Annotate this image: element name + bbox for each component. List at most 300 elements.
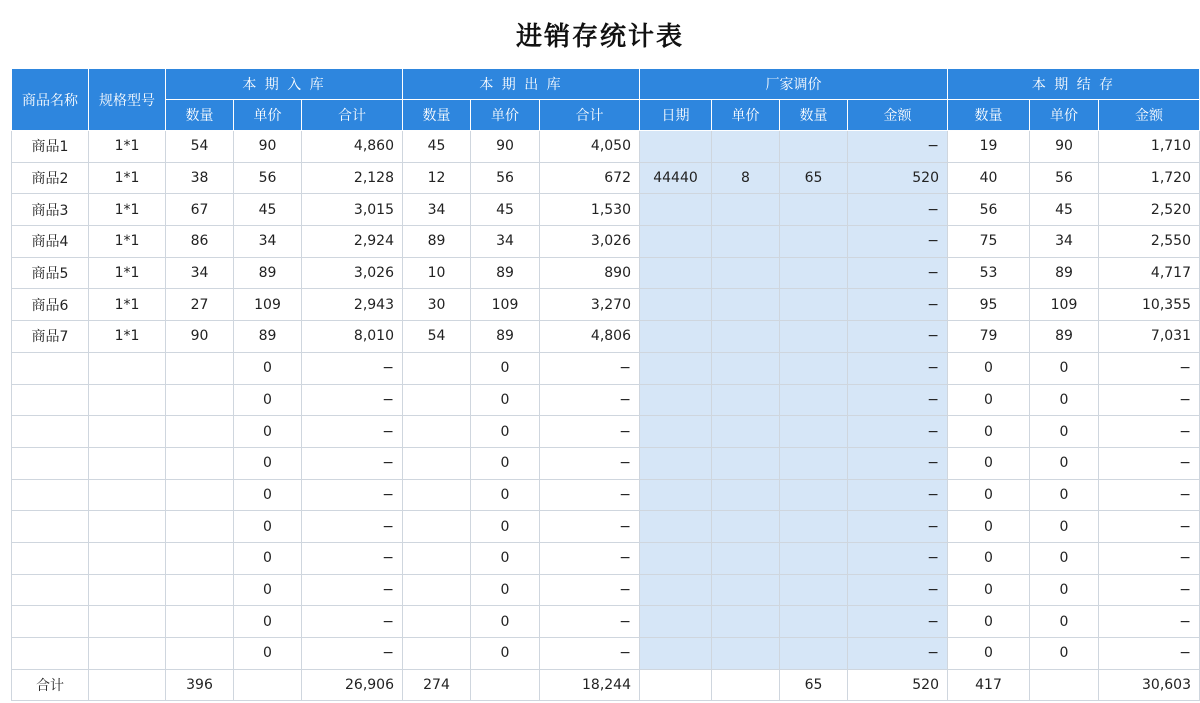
cell-out-total[interactable]: − [540,606,640,638]
cell-spec[interactable] [89,416,166,448]
cell-adjust-qty[interactable] [780,289,848,321]
cell-out-price[interactable]: 0 [471,447,540,479]
cell-product-name[interactable]: 商品6 [12,289,89,321]
cell-adjust-amount[interactable]: 520 [848,162,948,194]
cell-stock-amount[interactable]: − [1099,638,1200,670]
cell-in-price[interactable]: 56 [234,162,302,194]
cell-in-price[interactable]: 89 [234,257,302,289]
cell-stock-price[interactable]: 0 [1030,542,1099,574]
cell-out-total[interactable]: 890 [540,257,640,289]
cell-stock-amount[interactable]: 1,720 [1099,162,1200,194]
cell-in-qty[interactable] [166,606,234,638]
cell-out-qty[interactable] [403,574,471,606]
cell-out-total[interactable]: 672 [540,162,640,194]
cell-in-total[interactable]: 3,026 [302,257,403,289]
cell-product-name[interactable] [12,384,89,416]
table-row [12,162,1200,194]
cell-in-price[interactable]: 0 [234,638,302,670]
cell-stock-qty[interactable]: 417 [948,669,1030,701]
cell-out-total[interactable]: − [540,479,640,511]
cell-adjust-amount[interactable]: − [848,479,948,511]
cell-adjust-amount[interactable]: − [848,194,948,226]
cell-in-price[interactable]: 90 [234,131,302,163]
cell-stock-qty[interactable]: 0 [948,606,1030,638]
cell-adjust-date[interactable] [640,384,712,416]
cell-in-price[interactable]: 0 [234,447,302,479]
cell-adjust-amount[interactable]: − [848,638,948,670]
cell-in-price[interactable]: 0 [234,574,302,606]
cell-adjust-price[interactable] [712,542,780,574]
cell-in-qty[interactable] [166,447,234,479]
cell-out-price[interactable]: 45 [471,194,540,226]
cell-spec[interactable]: 1*1 [89,131,166,163]
cell-out-qty[interactable]: 274 [403,669,471,701]
cell-out-price[interactable]: 34 [471,226,540,258]
cell-adjust-price[interactable] [712,257,780,289]
cell-stock-qty[interactable]: 75 [948,226,1030,258]
cell-stock-price[interactable]: 89 [1030,257,1099,289]
cell-product-name[interactable]: 商品7 [12,321,89,353]
cell-stock-amount[interactable]: − [1099,416,1200,448]
cell-out-total[interactable]: 3,270 [540,289,640,321]
cell-adjust-date[interactable] [640,289,712,321]
table-row [12,416,1200,448]
cell-in-qty[interactable] [166,479,234,511]
table-row [12,638,1200,670]
cell-out-total[interactable]: 3,026 [540,226,640,258]
cell-adjust-price[interactable] [712,194,780,226]
cell-in-price[interactable]: 0 [234,606,302,638]
cell-out-qty[interactable] [403,511,471,543]
cell-in-total[interactable]: 8,010 [302,321,403,353]
col-header-out-qty[interactable]: 数量 [403,100,471,131]
col-header-stock-amount[interactable]: 金额 [1099,100,1200,131]
cell-out-price[interactable]: 0 [471,574,540,606]
cell-spec[interactable]: 1*1 [89,257,166,289]
cell-adjust-amount[interactable]: − [848,257,948,289]
cell-adjust-amount[interactable]: 520 [848,669,948,701]
cell-stock-price[interactable]: 0 [1030,384,1099,416]
cell-adjust-price[interactable] [712,321,780,353]
cell-out-total[interactable]: − [540,511,640,543]
totals-row [12,669,1200,701]
cell-adjust-amount[interactable]: − [848,289,948,321]
cell-in-total[interactable]: 2,924 [302,226,403,258]
cell-in-total[interactable]: − [302,511,403,543]
cell-adjust-qty[interactable]: 65 [780,669,848,701]
cell-product-name[interactable] [12,574,89,606]
cell-in-qty[interactable]: 38 [166,162,234,194]
cell-adjust-date[interactable]: 44440 [640,162,712,194]
cell-stock-price[interactable]: 34 [1030,226,1099,258]
cell-out-qty[interactable]: 45 [403,131,471,163]
cell-out-price[interactable]: 0 [471,542,540,574]
cell-out-price[interactable]: 89 [471,321,540,353]
cell-adjust-amount[interactable]: − [848,226,948,258]
cell-adjust-price[interactable] [712,416,780,448]
cell-adjust-date[interactable] [640,511,712,543]
cell-stock-amount[interactable]: − [1099,384,1200,416]
cell-spec[interactable] [89,638,166,670]
cell-out-qty[interactable] [403,416,471,448]
cell-out-qty[interactable]: 34 [403,194,471,226]
cell-stock-price[interactable]: 0 [1030,606,1099,638]
cell-adjust-price[interactable] [712,226,780,258]
cell-stock-price[interactable]: 0 [1030,574,1099,606]
cell-product-name[interactable] [12,638,89,670]
col-header-in-total[interactable]: 合计 [302,100,403,131]
cell-adjust-date[interactable] [640,131,712,163]
cell-product-name[interactable]: 合计 [12,669,89,701]
cell-adjust-date[interactable] [640,257,712,289]
cell-out-qty[interactable]: 10 [403,257,471,289]
cell-spec[interactable] [89,542,166,574]
cell-adjust-qty[interactable] [780,542,848,574]
cell-stock-qty[interactable]: 40 [948,162,1030,194]
cell-adjust-price[interactable] [712,511,780,543]
cell-in-price[interactable]: 0 [234,416,302,448]
col-header-stock-qty[interactable]: 数量 [948,100,1030,131]
cell-product-name[interactable]: 商品3 [12,194,89,226]
cell-adjust-price[interactable] [712,638,780,670]
table-row [12,447,1200,479]
cell-stock-qty[interactable]: 53 [948,257,1030,289]
table-row [12,194,1200,226]
cell-in-total[interactable]: − [302,542,403,574]
cell-adjust-price[interactable] [712,384,780,416]
cell-in-price[interactable]: 109 [234,289,302,321]
cell-out-price[interactable]: 0 [471,384,540,416]
cell-adjust-price[interactable] [712,669,780,701]
cell-in-qty[interactable] [166,352,234,384]
cell-adjust-date[interactable] [640,542,712,574]
cell-stock-price[interactable]: 89 [1030,321,1099,353]
cell-out-total[interactable]: 4,050 [540,131,640,163]
cell-in-total[interactable]: 26,906 [302,669,403,701]
cell-in-total[interactable]: 2,128 [302,162,403,194]
cell-stock-qty[interactable]: 0 [948,416,1030,448]
cell-adjust-qty[interactable] [780,131,848,163]
cell-out-qty[interactable] [403,384,471,416]
cell-stock-amount[interactable]: 1,710 [1099,131,1200,163]
cell-stock-price[interactable]: 90 [1030,131,1099,163]
cell-stock-qty[interactable]: 79 [948,321,1030,353]
col-header-adjust-qty[interactable]: 数量 [780,100,848,131]
cell-stock-price[interactable]: 0 [1030,447,1099,479]
cell-adjust-date[interactable] [640,226,712,258]
cell-adjust-qty[interactable] [780,574,848,606]
cell-adjust-price[interactable] [712,479,780,511]
cell-out-price[interactable]: 0 [471,511,540,543]
cell-out-price[interactable]: 89 [471,257,540,289]
cell-adjust-price[interactable] [712,352,780,384]
cell-adjust-amount[interactable]: − [848,131,948,163]
cell-adjust-qty[interactable] [780,321,848,353]
cell-stock-amount[interactable]: 7,031 [1099,321,1200,353]
cell-out-qty[interactable]: 89 [403,226,471,258]
cell-adjust-price[interactable] [712,447,780,479]
cell-out-total[interactable]: − [540,638,640,670]
cell-stock-qty[interactable]: 0 [948,384,1030,416]
cell-adjust-amount[interactable]: − [848,352,948,384]
cell-in-price[interactable]: 0 [234,511,302,543]
col-header-adjust-price[interactable]: 单价 [712,100,780,131]
cell-out-total[interactable]: 18,244 [540,669,640,701]
cell-adjust-qty[interactable] [780,194,848,226]
cell-stock-qty[interactable]: 56 [948,194,1030,226]
cell-in-qty[interactable] [166,384,234,416]
cell-stock-amount[interactable]: − [1099,574,1200,606]
cell-product-name[interactable] [12,416,89,448]
cell-in-qty[interactable]: 86 [166,226,234,258]
cell-stock-qty[interactable]: 0 [948,638,1030,670]
cell-in-price[interactable]: 0 [234,352,302,384]
cell-out-total[interactable]: 1,530 [540,194,640,226]
sheet-title: 进销存统计表 [515,21,684,52]
cell-stock-qty[interactable]: 0 [948,542,1030,574]
col-header-stock-price[interactable]: 单价 [1030,100,1099,131]
cell-adjust-date[interactable] [640,479,712,511]
cell-spec[interactable]: 1*1 [89,194,166,226]
cell-out-total[interactable]: 4,806 [540,321,640,353]
cell-in-total[interactable]: − [302,416,403,448]
cell-product-name[interactable] [12,352,89,384]
cell-stock-qty[interactable]: 0 [948,479,1030,511]
cell-spec[interactable]: 1*1 [89,226,166,258]
cell-adjust-amount[interactable]: − [848,447,948,479]
cell-adjust-price[interactable]: 8 [712,162,780,194]
cell-in-total[interactable]: − [302,384,403,416]
cell-in-qty[interactable]: 90 [166,321,234,353]
cell-out-qty[interactable] [403,479,471,511]
cell-stock-price[interactable] [1030,669,1099,701]
cell-in-total[interactable]: − [302,574,403,606]
cell-adjust-qty[interactable]: 65 [780,162,848,194]
group-header-price-adjust[interactable]: 厂家调价 [640,69,948,100]
cell-out-total[interactable]: − [540,352,640,384]
col-header-adjust-amount[interactable]: 金额 [848,100,948,131]
cell-stock-amount[interactable]: − [1099,542,1200,574]
cell-adjust-price[interactable] [712,574,780,606]
cell-stock-amount[interactable]: − [1099,511,1200,543]
cell-in-price[interactable]: 0 [234,542,302,574]
cell-product-name[interactable]: 商品2 [12,162,89,194]
cell-stock-price[interactable]: 0 [1030,416,1099,448]
cell-stock-price[interactable]: 0 [1030,511,1099,543]
cell-adjust-qty[interactable] [780,384,848,416]
cell-adjust-qty[interactable] [780,416,848,448]
cell-in-total[interactable]: − [302,447,403,479]
cell-stock-amount[interactable]: 30,603 [1099,669,1200,701]
cell-adjust-date[interactable] [640,606,712,638]
cell-out-qty[interactable] [403,447,471,479]
cell-adjust-date[interactable] [640,321,712,353]
cell-adjust-amount[interactable]: − [848,384,948,416]
cell-in-total[interactable]: − [302,606,403,638]
cell-out-total[interactable]: − [540,574,640,606]
cell-adjust-qty[interactable] [780,447,848,479]
col-header-out-price[interactable]: 单价 [471,100,540,131]
inventory-table [11,68,1200,701]
cell-product-name[interactable]: 商品4 [12,226,89,258]
cell-adjust-qty[interactable] [780,226,848,258]
cell-in-qty[interactable]: 396 [166,669,234,701]
cell-stock-amount[interactable]: − [1099,479,1200,511]
cell-in-total[interactable]: − [302,352,403,384]
table-body [12,131,1200,701]
cell-in-price[interactable]: 34 [234,226,302,258]
cell-adjust-qty[interactable] [780,638,848,670]
cell-out-qty[interactable] [403,606,471,638]
cell-out-price[interactable]: 90 [471,131,540,163]
cell-adjust-date[interactable] [640,638,712,670]
cell-in-qty[interactable]: 54 [166,131,234,163]
cell-spec[interactable] [89,511,166,543]
cell-product-name[interactable] [12,447,89,479]
cell-in-total[interactable]: 3,015 [302,194,403,226]
cell-in-qty[interactable] [166,638,234,670]
cell-in-price[interactable]: 45 [234,194,302,226]
cell-out-qty[interactable] [403,352,471,384]
cell-in-price[interactable] [234,669,302,701]
cell-stock-amount[interactable]: 4,717 [1099,257,1200,289]
cell-adjust-date[interactable] [640,669,712,701]
cell-stock-amount[interactable]: 2,550 [1099,226,1200,258]
cell-stock-qty[interactable]: 0 [948,511,1030,543]
cell-stock-amount[interactable]: 2,520 [1099,194,1200,226]
cell-out-price[interactable]: 109 [471,289,540,321]
cell-out-price[interactable]: 0 [471,416,540,448]
group-header-stock-in[interactable]: 本 期 入 库 [166,69,403,100]
cell-out-price[interactable]: 0 [471,606,540,638]
cell-out-price[interactable]: 0 [471,638,540,670]
cell-stock-price[interactable]: 56 [1030,162,1099,194]
cell-in-total[interactable]: − [302,479,403,511]
cell-out-total[interactable]: − [540,542,640,574]
cell-adjust-amount[interactable]: − [848,416,948,448]
cell-adjust-qty[interactable] [780,257,848,289]
cell-adjust-price[interactable] [712,289,780,321]
cell-stock-amount[interactable]: − [1099,606,1200,638]
cell-adjust-date[interactable] [640,194,712,226]
cell-stock-price[interactable]: 0 [1030,479,1099,511]
cell-adjust-amount[interactable]: − [848,606,948,638]
cell-spec[interactable] [89,669,166,701]
cell-stock-price[interactable]: 45 [1030,194,1099,226]
cell-stock-qty[interactable]: 19 [948,131,1030,163]
cell-in-qty[interactable] [166,416,234,448]
cell-spec[interactable]: 1*1 [89,289,166,321]
cell-spec[interactable] [89,384,166,416]
col-header-out-total[interactable]: 合计 [540,100,640,131]
cell-out-total[interactable]: − [540,416,640,448]
cell-adjust-amount[interactable]: − [848,321,948,353]
cell-product-name[interactable] [12,606,89,638]
cell-stock-qty[interactable]: 0 [948,447,1030,479]
cell-in-qty[interactable] [166,574,234,606]
cell-out-total[interactable]: − [540,384,640,416]
cell-stock-qty[interactable]: 0 [948,574,1030,606]
cell-out-price[interactable]: 0 [471,479,540,511]
cell-in-total[interactable]: 4,860 [302,131,403,163]
cell-in-qty[interactable]: 27 [166,289,234,321]
cell-adjust-qty[interactable] [780,479,848,511]
cell-stock-qty[interactable]: 95 [948,289,1030,321]
cell-in-qty[interactable]: 67 [166,194,234,226]
cell-stock-qty[interactable]: 0 [948,352,1030,384]
cell-out-total[interactable]: − [540,447,640,479]
cell-adjust-price[interactable] [712,606,780,638]
cell-adjust-price[interactable] [712,131,780,163]
cell-adjust-amount[interactable]: − [848,574,948,606]
cell-out-qty[interactable] [403,542,471,574]
cell-in-qty[interactable] [166,542,234,574]
cell-stock-amount[interactable]: 10,355 [1099,289,1200,321]
cell-out-qty[interactable] [403,638,471,670]
col-header-product-name[interactable]: 商品名称 [12,69,89,131]
cell-spec[interactable] [89,447,166,479]
group-header-stock-out[interactable]: 本 期 出 库 [403,69,640,100]
cell-spec[interactable]: 1*1 [89,321,166,353]
cell-product-name[interactable]: 商品5 [12,257,89,289]
cell-out-qty[interactable]: 30 [403,289,471,321]
cell-adjust-qty[interactable] [780,352,848,384]
cell-in-total[interactable]: 2,943 [302,289,403,321]
table-row [12,131,1200,163]
cell-stock-price[interactable]: 0 [1030,638,1099,670]
cell-stock-price[interactable]: 0 [1030,352,1099,384]
cell-product-name[interactable] [12,542,89,574]
cell-out-price[interactable]: 0 [471,352,540,384]
cell-stock-price[interactable]: 109 [1030,289,1099,321]
cell-in-price[interactable]: 89 [234,321,302,353]
cell-out-qty[interactable]: 12 [403,162,471,194]
cell-stock-amount[interactable]: − [1099,352,1200,384]
cell-product-name[interactable] [12,511,89,543]
cell-in-total[interactable]: − [302,638,403,670]
cell-spec[interactable]: 1*1 [89,162,166,194]
col-header-in-price[interactable]: 单价 [234,100,302,131]
cell-spec[interactable] [89,574,166,606]
col-header-adjust-date[interactable]: 日期 [640,100,712,131]
cell-product-name[interactable]: 商品1 [12,131,89,163]
cell-out-qty[interactable]: 54 [403,321,471,353]
cell-adjust-qty[interactable] [780,606,848,638]
cell-spec[interactable] [89,479,166,511]
col-header-in-qty[interactable]: 数量 [166,100,234,131]
cell-adjust-amount[interactable]: − [848,542,948,574]
cell-stock-amount[interactable]: − [1099,447,1200,479]
cell-out-price[interactable]: 56 [471,162,540,194]
cell-in-price[interactable]: 0 [234,479,302,511]
cell-adjust-date[interactable] [640,447,712,479]
cell-adjust-date[interactable] [640,416,712,448]
cell-in-price[interactable]: 0 [234,384,302,416]
cell-in-qty[interactable] [166,511,234,543]
cell-adjust-date[interactable] [640,574,712,606]
cell-adjust-qty[interactable] [780,511,848,543]
cell-adjust-amount[interactable]: − [848,511,948,543]
group-header-stock-balance[interactable]: 本 期 结 存 [948,69,1200,100]
cell-spec[interactable] [89,606,166,638]
cell-out-price[interactable] [471,669,540,701]
col-header-spec[interactable]: 规格型号 [89,69,166,131]
cell-product-name[interactable] [12,479,89,511]
cell-in-qty[interactable]: 34 [166,257,234,289]
table-row [12,384,1200,416]
cell-spec[interactable] [89,352,166,384]
cell-adjust-date[interactable] [640,352,712,384]
